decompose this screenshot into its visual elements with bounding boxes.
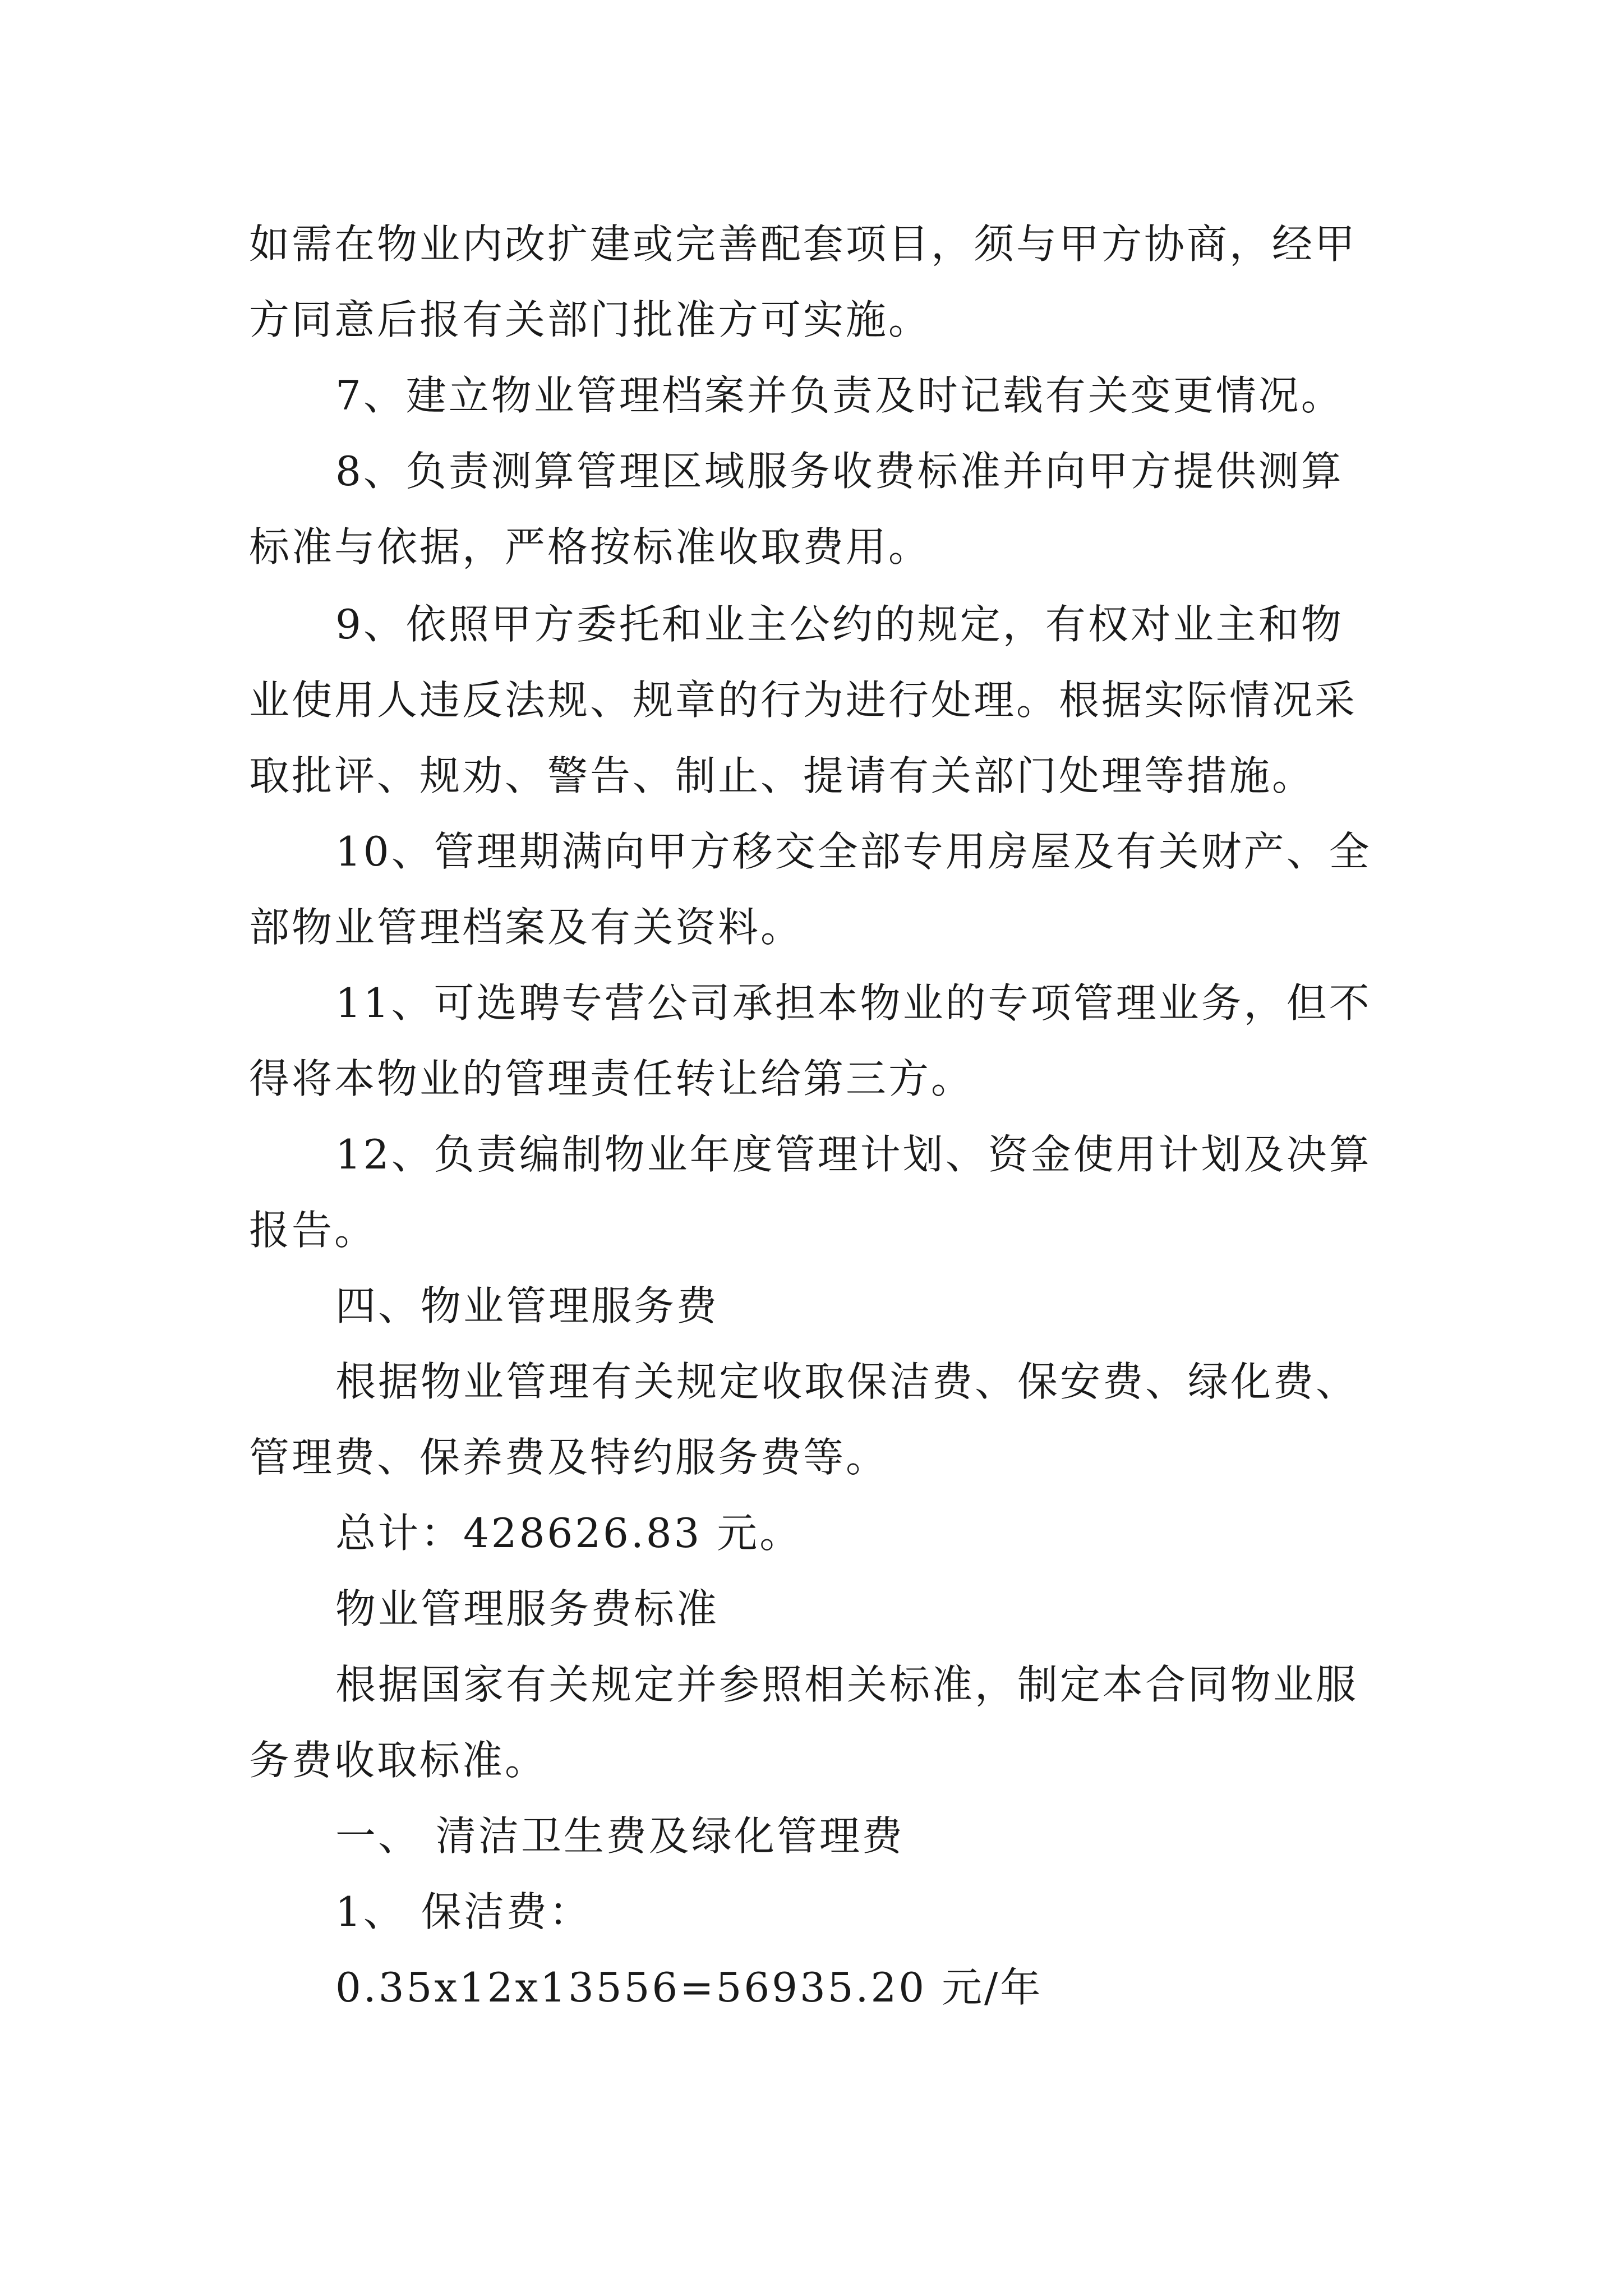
text-line: 8、负责测算管理区域服务收费标准并向甲方提供测算 <box>335 448 1344 495</box>
text-line: 如需在物业内改扩建或完善配套项目，须与甲方协商，经甲 <box>249 220 1358 268</box>
text-line: 务费收取标准。 <box>249 1737 548 1784</box>
text-line: 报告。 <box>249 1207 377 1254</box>
text-line: 12、负责编制物业年度管理计划、资金使用计划及决算 <box>335 1131 1372 1178</box>
text-line: 11、可选聘专营公司承担本物业的专项管理业务，但不 <box>335 979 1372 1027</box>
text-line: 1、 保洁费： <box>335 1888 592 1935</box>
text-line: 管理费、保养费及特约服务费等。 <box>249 1434 889 1481</box>
text-line: 方同意后报有关部门批准方可实施。 <box>249 296 932 343</box>
text-line: 9、依照甲方委托和业主公约的规定，有权对业主和物 <box>335 601 1344 648</box>
text-line: 取批评、规劝、警告、制止、提请有关部门处理等措施。 <box>249 752 1315 799</box>
text-line: 部物业管理档案及有关资料。 <box>249 904 804 951</box>
total-line: 总计：428626.83 元。 <box>335 1510 803 1557</box>
text-line: 得将本物业的管理责任转让给第三方。 <box>249 1055 974 1102</box>
section-heading: 一、 清洁卫生费及绿化管理费 <box>335 1812 905 1860</box>
text-line: 10、管理期满向甲方移交全部专用房屋及有关财产、全 <box>335 828 1372 875</box>
text-line: 7、建立物业管理档案并负责及时记载有关变更情况。 <box>335 372 1344 419</box>
text-line: 根据物业管理有关规定收取保洁费、保安费、绿化费、 <box>335 1358 1359 1405</box>
formula-line: 0.35x12x13556=56935.20 元/年 <box>335 1964 1043 2011</box>
text-line: 标准与依据，严格按标准收取费用。 <box>249 523 932 570</box>
section-heading: 四、物业管理服务费 <box>335 1282 720 1329</box>
section-heading: 物业管理服务费标准 <box>335 1585 720 1632</box>
text-line: 根据国家有关规定并参照相关标准，制定本合同物业服 <box>335 1661 1359 1708</box>
text-line: 业使用人违反法规、规章的行为进行处理。根据实际情况采 <box>249 677 1358 724</box>
